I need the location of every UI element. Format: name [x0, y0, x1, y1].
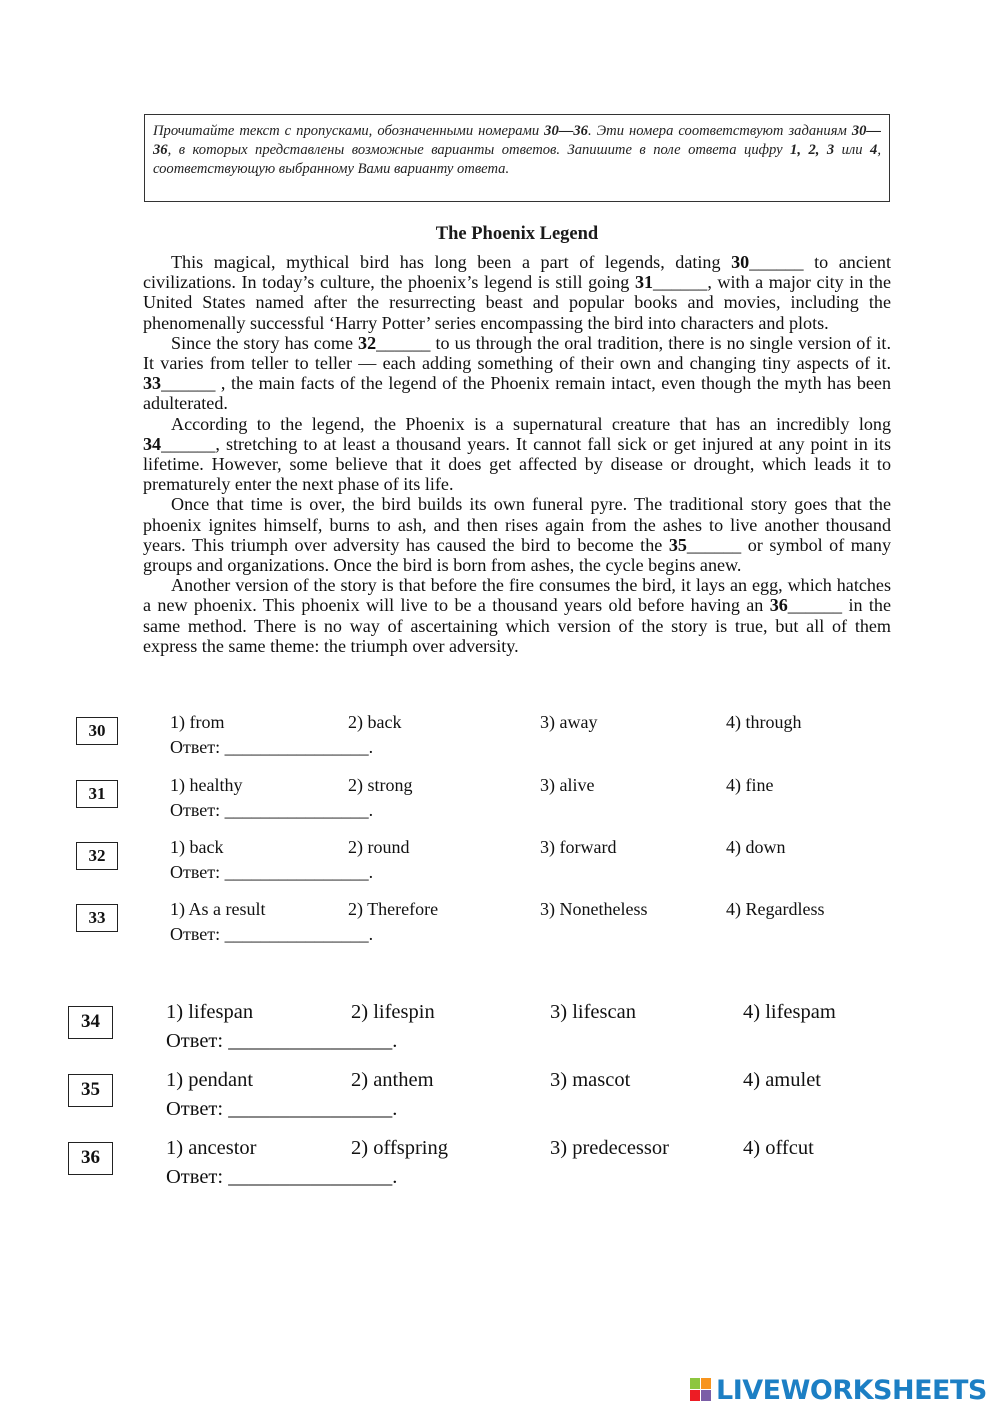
answer-field[interactable]: Ответ: ________________.: [170, 924, 374, 944]
option-1[interactable]: 1) back: [170, 837, 224, 857]
text-run: ______ to ancient civilizations. In today’s culture, the phoenix’s legend is still going: [143, 252, 891, 293]
logo-square: [701, 1378, 711, 1389]
question-number: 32: [76, 842, 118, 870]
option-4[interactable]: 4) down: [726, 837, 786, 857]
option-2[interactable]: 2) back: [348, 712, 402, 732]
instr-digit: 4: [870, 142, 878, 159]
question-number: 30: [76, 717, 118, 745]
text-run: ______ in the same method. There is no way of ascertaining which version of the story is true, but all of them express the same theme: the triumph over adversity.: [143, 595, 891, 656]
text-run: Another version of the story is that before the fire consumes the bird, it lays an egg, which hatches a new phoenix. This phoenix will live to be a thousand years old before having an: [143, 575, 891, 616]
gap-number: 35: [668, 534, 687, 555]
option-1[interactable]: 1) lifespan: [166, 1001, 254, 1023]
text-run: ______ or symbol of many groups and organizations. Once the bird is born from ashes, the cycle begins anew.: [143, 534, 891, 576]
instr-text: , в которых представлены возможные варианты ответов. Запишите в поле ответа цифру: [167, 142, 791, 159]
text-run: According to the legend, the Phoenix is a supernatural creature that has an incredibly long: [171, 413, 891, 434]
gap-number: 36: [769, 595, 788, 616]
gap-number: 33: [143, 373, 162, 394]
question-number: 35: [68, 1074, 113, 1107]
option-3[interactable]: 3) mascot: [550, 1069, 631, 1091]
instr-digits: 1, 2, 3: [790, 142, 835, 159]
instr-text: Прочитайте текст с пропусками, обозначенными номерами: [153, 123, 545, 139]
option-2[interactable]: 2) strong: [348, 775, 413, 795]
answer-field[interactable]: Ответ: ________________.: [166, 1030, 398, 1052]
gap-number: 32: [358, 332, 377, 353]
question-number: 33: [76, 904, 118, 932]
paragraph-2: [143, 333, 891, 414]
option-2[interactable]: 2) Therefore: [348, 899, 439, 919]
answer-field[interactable]: Ответ: ________________.: [170, 862, 374, 882]
gap-number: 31: [634, 272, 654, 293]
option-3[interactable]: 3) Nonetheless: [540, 899, 648, 919]
text-run: Once that time is over, the bird builds its own funeral pyre. The traditional story goes that the phoenix ignites himself, burns to ash, and then rises again from the ashes to live another thousand years. This triumph over adversity has caused the bird to become the: [143, 494, 891, 555]
instr-text: . Эти номера соответствуют заданиям: [587, 123, 852, 139]
logo-square: [701, 1390, 711, 1401]
paragraph-5: [143, 575, 891, 656]
answer-field[interactable]: Ответ: ________________.: [170, 737, 374, 757]
option-4[interactable]: 4) through: [726, 712, 802, 732]
answer-field[interactable]: Ответ: ________________.: [166, 1166, 398, 1188]
paragraph-3: [143, 414, 891, 495]
option-2[interactable]: 2) round: [348, 837, 410, 857]
instr-range: 30—36: [153, 123, 881, 159]
reading-text: [143, 252, 891, 656]
text-run: This magical, mythical bird has long been a part of legends, dating: [171, 252, 732, 272]
answer-field[interactable]: Ответ: ________________.: [170, 800, 374, 820]
option-4[interactable]: 4) fine: [726, 775, 774, 795]
question-number: 34: [68, 1006, 113, 1039]
option-3[interactable]: 3) away: [540, 712, 598, 732]
paragraph-1: [143, 252, 891, 333]
instr-text: или: [834, 142, 871, 159]
option-1[interactable]: 1) pendant: [166, 1069, 254, 1091]
option-3[interactable]: 3) forward: [540, 837, 617, 857]
gap-number: 30: [731, 252, 750, 272]
question-number: 31: [76, 780, 118, 808]
logo-square: [690, 1390, 700, 1401]
text-run: ______ , the main facts of the legend of the Phoenix remain intact, even though the myth has been adulterated.: [143, 373, 891, 414]
text-run: ______ to us through the oral tradition, there is no single version of it. It varies from teller to teller — each adding something of their own and changing tiny aspects of it.: [143, 332, 891, 374]
option-2[interactable]: 2) offspring: [351, 1137, 448, 1159]
logo-square: [690, 1378, 700, 1389]
text-title: The Phoenix Legend: [435, 224, 599, 244]
logo-grid-icon: [690, 1378, 712, 1402]
option-3[interactable]: 3) alive: [540, 775, 595, 795]
option-4[interactable]: 4) lifespam: [743, 1001, 836, 1023]
option-2[interactable]: 2) lifespin: [351, 1001, 435, 1023]
option-4[interactable]: 4) Regardless: [726, 899, 825, 919]
gap-number: 34: [143, 433, 162, 454]
option-1[interactable]: 1) from: [170, 712, 225, 732]
liveworksheets-logo: [690, 1374, 987, 1406]
paragraph-4: [143, 494, 891, 575]
option-1[interactable]: 1) healthy: [170, 775, 243, 795]
instr-range: 30—36: [544, 123, 588, 139]
text-run: ______, stretching to at least a thousand years. It cannot fall sick or get injured at any point in its lifetime. However, some believe that it does get affected by disease or drought, which leads it to prematurely enter the next phase of its life.: [143, 433, 891, 495]
question-number: 36: [68, 1142, 113, 1175]
option-2[interactable]: 2) anthem: [351, 1069, 434, 1091]
option-3[interactable]: 3) predecessor: [550, 1137, 669, 1159]
option-1[interactable]: 1) As a result: [170, 899, 266, 919]
option-1[interactable]: 1) ancestor: [166, 1137, 257, 1159]
option-4[interactable]: 4) amulet: [743, 1069, 821, 1091]
logo-text: LIVEWORKSHEETS: [716, 1374, 987, 1406]
text-run: Since the story has come: [171, 332, 359, 353]
instructions-box: [144, 114, 890, 202]
instr-text: , соответствующую выбранному Вами варианту ответа.: [153, 142, 881, 178]
text-run: ______, with a major city in the United States named after the resurrecting beast and popular books and movies, including the phenomenally successful ‘Harry Potter’ series encompassing the bird into characters and plots.: [143, 272, 891, 333]
option-3[interactable]: 3) lifescan: [550, 1001, 636, 1023]
answer-field[interactable]: Ответ: ________________.: [166, 1098, 398, 1120]
option-4[interactable]: 4) offcut: [743, 1137, 814, 1159]
